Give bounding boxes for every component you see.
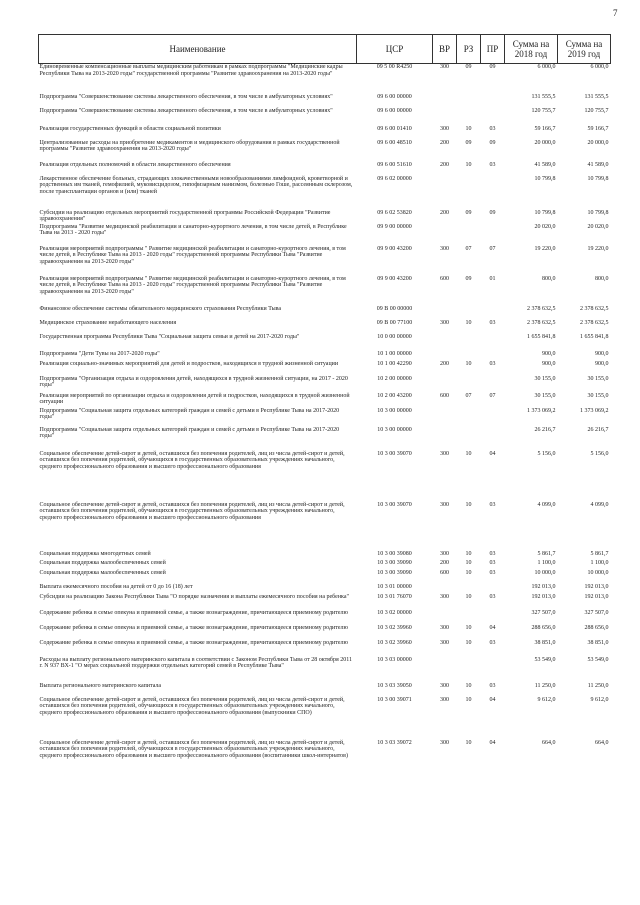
table-row [39, 108, 611, 126]
row-sum-2018: 5 861,7 [537, 550, 556, 557]
row-rz: 09 [465, 209, 472, 216]
row-name: Подпрограмма "Организация отдыха и оздоровления детей, находящихся в трудной жизненной ситуации, на 2017 - 2020 годы" [39, 375, 348, 389]
row-name: Социальное обеспечение детей-сирот и детей, оставшихся без попечения родителей, лиц из числа детей-сирот и детей, оставшихся без попечения родителей, обучающихся в государственных образовательных учреждениях начального, среднего профессионального образования и высшего профессионального образования [39, 450, 345, 471]
row-rz: 10 [465, 639, 472, 646]
row-rz: 10 [465, 559, 472, 566]
row-rz [457, 427, 481, 451]
row-name: Содержание ребенка в семье опекуна и приемной семье, а также вознаграждение, причитающееся приемному родителю [39, 624, 348, 631]
row-vr: 200 [440, 209, 449, 216]
row-csr: 09 В 00 00000 [376, 305, 413, 312]
row-csr: 09 5 00 R4250 [376, 64, 413, 70]
row-sum-2019: 30 155,0 [587, 392, 609, 399]
row-vr [433, 657, 457, 683]
row-name: Реализация отдельных полномочий в области лекарственного обеспечения [39, 161, 231, 168]
table-row [39, 610, 611, 625]
row-name: Реализация мероприятий по организации отдыха и оздоровления детей и подростков, находящихся в трудной жизненной ситуации [39, 392, 350, 406]
row-vr: 600 [440, 392, 449, 399]
row-pr [481, 584, 505, 594]
row-pr: 03 [489, 125, 496, 132]
row-name: Подпрограмма "Совершенствование системы лекарственного обеспечения, в том числе в амбулаторных условиях" [39, 93, 333, 100]
header-rz: РЗ [457, 35, 481, 64]
row-sum-2018: 800,0 [542, 275, 556, 282]
row-csr: 10 3 03 39072 [377, 739, 412, 746]
row-sum-2019: 10 799,8 [587, 209, 609, 216]
row-sum-2019: 192 013,0 [584, 583, 609, 590]
row-name: Социальная поддержка малообеспеченных семей [39, 559, 166, 566]
row-rz: 10 [465, 696, 472, 703]
row-vr: 200 [440, 360, 449, 367]
row-csr: 10 3 02 39960 [377, 639, 412, 646]
row-pr: 03 [489, 161, 496, 168]
row-rz: 10 [465, 125, 472, 132]
row-vr: 300 [440, 696, 449, 703]
row-name: Реализация мероприятий подпрограммы " Развитие медицинской реабилитации и санаторно-курортного лечения, в том числе детей, в Республике Тыва на 2013 - 2020 годы" государственной программы Республики Тыва "Развитие здравоохранения на 2013-2020 годы" [39, 275, 346, 296]
row-sum-2019: 1 373 069,2 [580, 407, 609, 414]
row-sum-2019: 327 507,0 [584, 609, 609, 616]
table-row [39, 361, 611, 376]
row-pr: 09 [489, 64, 496, 70]
row-vr [433, 408, 457, 427]
row-name: Социальное обеспечение детей-сирот и детей, оставшихся без попечения родителей, лиц из числа детей-сирот и детей, оставшихся без попечения родителей, обучающихся в государственных образовательных учреждениях начального, среднего профессионального образования и высшего профессионального образования (выпускники СПО) [39, 696, 345, 717]
row-sum-2018: 192 013,0 [531, 583, 556, 590]
row-sum-2019: 131 555,5 [584, 93, 609, 100]
row-rz: 10 [465, 450, 472, 457]
row-name: Финансовое обеспечение системы обязательного медицинского страхования Республики Тыва [39, 305, 282, 312]
row-pr: 03 [489, 639, 496, 646]
row-sum-2019: 38 851,0 [587, 639, 609, 646]
row-pr: 04 [489, 739, 496, 746]
row-csr: 10 3 00 39070 [377, 501, 412, 508]
row-vr: 300 [440, 593, 449, 600]
row-pr: 01 [489, 275, 496, 282]
row-vr: 300 [440, 64, 449, 70]
row-rz: 09 [465, 139, 472, 146]
header-sum-2019: Сумма на 2019 год [558, 35, 611, 64]
header-pr: ПР [481, 35, 505, 64]
header-csr: ЦСР [357, 35, 433, 64]
table-row [39, 276, 611, 306]
row-rz: 10 [465, 550, 472, 557]
table-row [39, 393, 611, 408]
row-name: Социальная поддержка малообеспеченных семей [39, 569, 166, 576]
table-row [39, 697, 611, 740]
row-pr [481, 94, 505, 108]
row-sum-2018: 26 216,7 [534, 426, 556, 433]
row-csr: 10 3 02 00000 [377, 609, 412, 616]
row-name: Социальная поддержка многодетных семей [39, 550, 151, 557]
row-rz [457, 657, 481, 683]
row-name: Расходы на выплату регионального материнского капитала в соответствии с Законом Республики Тыва от 28 октября 2011 г. N 937 ВХ-1 "О мерах социальной поддержки отдельных категорий семей в Республике Тыва" [39, 656, 352, 670]
row-sum-2018: 2 378 632,5 [527, 319, 556, 326]
table-row [39, 351, 611, 361]
row-csr: 10 3 00 39070 [377, 450, 412, 457]
row-csr: 10 3 01 00000 [377, 583, 412, 590]
row-rz [457, 376, 481, 393]
row-pr: 03 [489, 319, 496, 326]
row-name: Содержание ребенка в семье опекуна и приемной семье, а также вознаграждение, причитающееся приемному родителю [39, 639, 348, 646]
row-name: Реализация социально-значимых мероприятий для детей и подростков, находящихся в трудной жизненной ситуации [39, 360, 339, 367]
row-pr [481, 376, 505, 393]
row-vr [433, 610, 457, 625]
table-row [39, 94, 611, 108]
row-sum-2018: 900,0 [542, 350, 556, 357]
row-sum-2019: 120 755,7 [584, 107, 609, 114]
row-pr: 03 [489, 559, 496, 566]
row-rz [457, 224, 481, 246]
row-csr: 10 3 02 39960 [377, 624, 412, 631]
row-csr: 10 0 00 00000 [377, 333, 412, 340]
row-rz: 10 [465, 682, 472, 689]
row-rz: 10 [465, 501, 472, 508]
row-name: Содержание ребенка в семье опекуна и приемной семье, а также вознаграждение, причитающееся приемному родителю [39, 609, 348, 616]
row-pr: 03 [489, 569, 496, 576]
row-rz [457, 408, 481, 427]
row-rz [457, 610, 481, 625]
row-pr [481, 108, 505, 126]
row-pr: 03 [489, 501, 496, 508]
row-name: Подпрограмма "Совершенствование системы лекарственного обеспечения, в том числе в амбулаторных условиях" [39, 107, 333, 114]
row-sum-2019: 1 655 841,8 [580, 333, 609, 340]
row-rz: 09 [465, 64, 472, 70]
row-csr: 10 3 00 00000 [377, 407, 412, 414]
table-row [39, 140, 611, 162]
row-rz [457, 334, 481, 351]
page-number: 7 [613, 8, 618, 18]
row-sum-2018: 30 155,0 [534, 392, 556, 399]
row-csr: 09 6 02 00000 [377, 175, 412, 182]
row-rz: 07 [465, 245, 472, 252]
table-row [39, 224, 611, 246]
row-vr [433, 351, 457, 361]
row-name: Субсидии на реализацию отдельных мероприятий государственной программы Российской Федерации "Развитие здравоохранения" [39, 209, 331, 223]
table-row [39, 594, 611, 610]
row-sum-2019: 20 020,0 [587, 223, 609, 230]
row-sum-2018: 6 000,0 [537, 64, 556, 70]
row-pr: 09 [489, 209, 496, 216]
row-sum-2018: 664,0 [542, 739, 556, 746]
row-sum-2018: 30 155,0 [534, 375, 556, 382]
table-row [39, 427, 611, 451]
row-sum-2019: 4 099,0 [590, 501, 609, 508]
row-sum-2018: 20 000,0 [534, 139, 556, 146]
row-csr: 09 6 00 00000 [377, 107, 412, 114]
table-row [39, 625, 611, 640]
row-rz [457, 94, 481, 108]
row-sum-2019: 26 216,7 [587, 426, 609, 433]
row-rz: 10 [465, 593, 472, 600]
row-pr [481, 306, 505, 320]
row-sum-2019: 20 000,0 [587, 139, 609, 146]
row-sum-2019: 53 549,0 [587, 656, 609, 663]
row-sum-2018: 10 000,0 [534, 569, 556, 576]
table-row [39, 551, 611, 560]
row-vr [433, 108, 457, 126]
row-sum-2018: 38 851,0 [534, 639, 556, 646]
row-name: Выплата ежемесячного пособия на детей от 0 до 16 (18) лет [39, 583, 193, 590]
row-rz: 10 [465, 360, 472, 367]
row-csr: 09 6 00 00000 [377, 93, 412, 100]
row-rz [457, 176, 481, 210]
row-sum-2019: 30 155,0 [587, 375, 609, 382]
row-sum-2019: 1 100,0 [590, 559, 609, 566]
row-sum-2018: 59 166,7 [534, 125, 556, 132]
row-name: Подпрограмма "Дети Тувы на 2017-2020 годы" [39, 350, 160, 357]
row-pr: 03 [489, 682, 496, 689]
row-sum-2019: 19 220,0 [587, 245, 609, 252]
row-name: Подпрограмма "Социальная защита отдельных категорий граждан и семей с детьми в Республике Тыва на 2017-2020 годы" [39, 426, 340, 440]
row-pr: 07 [489, 245, 496, 252]
row-vr: 300 [440, 739, 449, 746]
row-csr: 10 3 00 39090 [377, 559, 412, 566]
table-row [39, 560, 611, 570]
row-sum-2018: 10 799,8 [534, 175, 556, 182]
row-vr [433, 306, 457, 320]
row-sum-2019: 2 378 632,5 [580, 305, 609, 312]
row-name: Централизованные расходы на приобретение медикаментов и медицинского оборудования в рамках государственной программы "Развитие здравоохранения на 2013-2020 годы" [39, 139, 340, 153]
row-rz: 09 [465, 275, 472, 282]
table-row [39, 570, 611, 584]
row-sum-2018: 288 656,0 [531, 624, 556, 631]
row-vr: 300 [440, 501, 449, 508]
row-rz: 07 [465, 392, 472, 399]
row-csr: 09 9 00 43200 [377, 245, 412, 252]
row-sum-2018: 1 100,0 [537, 559, 556, 566]
table-row [39, 740, 611, 783]
row-rz: 10 [465, 624, 472, 631]
row-rz: 10 [465, 319, 472, 326]
row-pr [481, 427, 505, 451]
table-row [39, 210, 611, 224]
row-sum-2019: 10 799,8 [587, 175, 609, 182]
row-sum-2018: 5 156,0 [537, 450, 556, 457]
header-name: Наименование [39, 35, 357, 64]
table-header-row [39, 35, 611, 64]
row-sum-2018: 9 612,0 [537, 696, 556, 703]
row-csr: 09 6 00 51610 [377, 161, 412, 168]
row-rz: 10 [465, 161, 472, 168]
row-pr [481, 334, 505, 351]
row-vr [433, 176, 457, 210]
table-row [39, 334, 611, 351]
row-vr: 300 [440, 639, 449, 646]
row-vr: 300 [440, 624, 449, 631]
row-pr [481, 351, 505, 361]
row-pr: 03 [489, 550, 496, 557]
row-sum-2018: 131 555,5 [531, 93, 556, 100]
row-sum-2019: 664,0 [595, 739, 609, 746]
table-row [39, 162, 611, 176]
row-rz: 10 [465, 569, 472, 576]
row-name: Государственная программа Республики Тыва "Социальная защита семьи и детей на 2017-2020 годы" [39, 333, 300, 340]
table-row [39, 126, 611, 140]
row-sum-2019: 900,0 [595, 350, 609, 357]
row-vr [433, 94, 457, 108]
row-name: Единовременные компенсационные выплаты медицинским работникам в рамках подпрограммы "Медицинские кадры Республики Тыва на 2013-2020 годы" государственной программы "Развитие здравоохранения на 2013-2020 годы" [39, 64, 343, 77]
row-name: Субсидии на реализацию Закона Республики Тыва "О порядке назначения и выплаты ежемесячного пособия на ребенка" [39, 593, 349, 600]
row-vr [433, 427, 457, 451]
row-sum-2019: 288 656,0 [584, 624, 609, 631]
table-row [39, 408, 611, 427]
row-pr: 09 [489, 139, 496, 146]
row-sum-2019: 10 000,0 [587, 569, 609, 576]
row-csr: 10 1 00 42290 [377, 360, 412, 367]
row-sum-2018: 1 655 841,8 [527, 333, 556, 340]
row-name: Подпрограмма "Развитие медицинской реабилитации и санаторно-курортного лечения, в том числе детей, в Республике Тыва на 2013 - 2020 годы" [39, 223, 347, 237]
row-csr: 10 3 03 39050 [377, 682, 412, 689]
row-rz [457, 306, 481, 320]
table-row [39, 451, 611, 502]
row-sum-2018: 900,0 [542, 360, 556, 367]
table-row [39, 683, 611, 697]
row-sum-2018: 2 378 632,5 [527, 305, 556, 312]
row-vr [433, 376, 457, 393]
row-pr: 04 [489, 624, 496, 631]
row-pr [481, 224, 505, 246]
row-rz [457, 108, 481, 126]
row-sum-2018: 1 373 069,2 [527, 407, 556, 414]
row-rz [457, 351, 481, 361]
row-csr: 09 6 00 01410 [377, 125, 412, 132]
row-csr: 09 В 00 77100 [376, 319, 413, 326]
row-csr: 10 1 00 00000 [377, 350, 412, 357]
row-sum-2019: 5 861,7 [590, 550, 609, 557]
row-name: Медицинское страхование неработающего населения [39, 319, 177, 326]
row-sum-2018: 10 799,8 [534, 209, 556, 216]
row-sum-2018: 20 020,0 [534, 223, 556, 230]
row-sum-2019: 59 166,7 [587, 125, 609, 132]
row-vr: 300 [440, 319, 449, 326]
row-vr: 200 [440, 559, 449, 566]
row-vr: 300 [440, 682, 449, 689]
row-sum-2018: 120 755,7 [531, 107, 556, 114]
table-row [39, 584, 611, 594]
table-row [39, 657, 611, 683]
table-body [39, 64, 611, 783]
row-sum-2019: 192 013,0 [584, 593, 609, 600]
row-csr: 10 3 03 00000 [377, 656, 412, 663]
row-vr: 300 [440, 450, 449, 457]
budget-table [38, 34, 611, 783]
header-vr: ВР [433, 35, 457, 64]
row-pr: 07 [489, 392, 496, 399]
row-name: Реализация государственных функций в области социальной политики [39, 125, 221, 132]
row-csr: 10 3 01 76070 [377, 593, 412, 600]
row-csr: 09 6 02 53820 [377, 209, 412, 216]
row-sum-2018: 41 589,0 [534, 161, 556, 168]
row-pr [481, 176, 505, 210]
row-rz [457, 584, 481, 594]
row-vr: 200 [440, 139, 449, 146]
row-pr: 03 [489, 593, 496, 600]
row-pr [481, 408, 505, 427]
row-name: Социальное обеспечение детей-сирот и детей, оставшихся без попечения родителей, лиц из числа детей-сирот и детей, оставшихся без попечения родителей, обучающихся в государственных образовательных учреждениях начального, среднего профессионального образования и высшего профессионального образования (воспитанники школ-интернатов) [39, 739, 348, 760]
row-name: Подпрограмма "Социальная защита отдельных категорий граждан и семей с детьми в Республике Тыва на 2017-2020 годы" [39, 407, 340, 421]
row-vr: 600 [440, 569, 449, 576]
row-sum-2018: 53 549,0 [534, 656, 556, 663]
row-vr [433, 584, 457, 594]
row-vr: 600 [440, 275, 449, 282]
table-row [39, 320, 611, 334]
table-row [39, 64, 611, 94]
row-sum-2019: 2 378 632,5 [580, 319, 609, 326]
row-sum-2019: 900,0 [595, 360, 609, 367]
table-row [39, 246, 611, 276]
row-sum-2018: 327 507,0 [531, 609, 556, 616]
row-vr [433, 334, 457, 351]
row-pr [481, 657, 505, 683]
row-pr: 03 [489, 360, 496, 367]
header-sum-2018: Сумма на 2018 год [505, 35, 558, 64]
row-pr: 04 [489, 696, 496, 703]
row-csr: 10 2 00 00000 [377, 375, 412, 382]
row-sum-2019: 800,0 [595, 275, 609, 282]
row-vr: 200 [440, 161, 449, 168]
row-vr: 300 [440, 245, 449, 252]
table-row [39, 376, 611, 393]
row-csr: 09 6 00 48510 [377, 139, 412, 146]
row-sum-2019: 6 000,0 [590, 64, 609, 70]
row-csr: 10 3 00 39080 [377, 550, 412, 557]
table-row [39, 640, 611, 657]
row-pr: 04 [489, 450, 496, 457]
row-name: Лекарственное обеспечение больных, страдающих злокачественными новообразованиями лимфоидной, кроветворной и родственных им тканей, гемофилией, муковисцидозом, гипофизарным нанизмом, болезнью Гоше, рассеянным склерозом, после трансплантации органов и (или) тканей [39, 175, 353, 196]
row-sum-2018: 19 220,0 [534, 245, 556, 252]
row-name: Выплата регионального материнского капитала [39, 682, 162, 689]
table-row [39, 502, 611, 551]
row-csr: 10 3 00 39090 [377, 569, 412, 576]
table-row [39, 306, 611, 320]
row-csr: 10 3 00 00000 [377, 426, 412, 433]
row-csr: 09 9 00 00000 [377, 223, 412, 230]
row-name: Социальное обеспечение детей-сирот и детей, оставшихся без попечения родителей, лиц из числа детей-сирот и детей, оставшихся без попечения родителей, обучающихся в государственных образовательных учреждениях начального, среднего профессионального образования и высшего профессионального образования [39, 501, 345, 522]
row-csr: 10 3 00 39071 [377, 696, 412, 703]
table-row [39, 176, 611, 210]
row-sum-2018: 192 013,0 [531, 593, 556, 600]
row-sum-2018: 4 099,0 [537, 501, 556, 508]
row-vr: 300 [440, 550, 449, 557]
row-sum-2019: 5 156,0 [590, 450, 609, 457]
row-csr: 09 9 00 43200 [377, 275, 412, 282]
row-vr: 300 [440, 125, 449, 132]
row-rz: 10 [465, 739, 472, 746]
row-vr [433, 224, 457, 246]
row-sum-2019: 41 589,0 [587, 161, 609, 168]
row-sum-2019: 9 612,0 [590, 696, 609, 703]
row-name: Реализация мероприятий подпрограммы " Развитие медицинской реабилитации и санаторно-курортного лечения, в том числе детей, в Республике Тыва на 2013 - 2020 годы" государственной программы Республики Тыва "Развитие здравоохранения на 2013-2020 годы" [39, 245, 346, 266]
row-pr [481, 610, 505, 625]
row-sum-2018: 11 250,0 [534, 682, 556, 689]
row-sum-2019: 11 250,0 [587, 682, 609, 689]
row-csr: 10 2 00 43200 [377, 392, 412, 399]
